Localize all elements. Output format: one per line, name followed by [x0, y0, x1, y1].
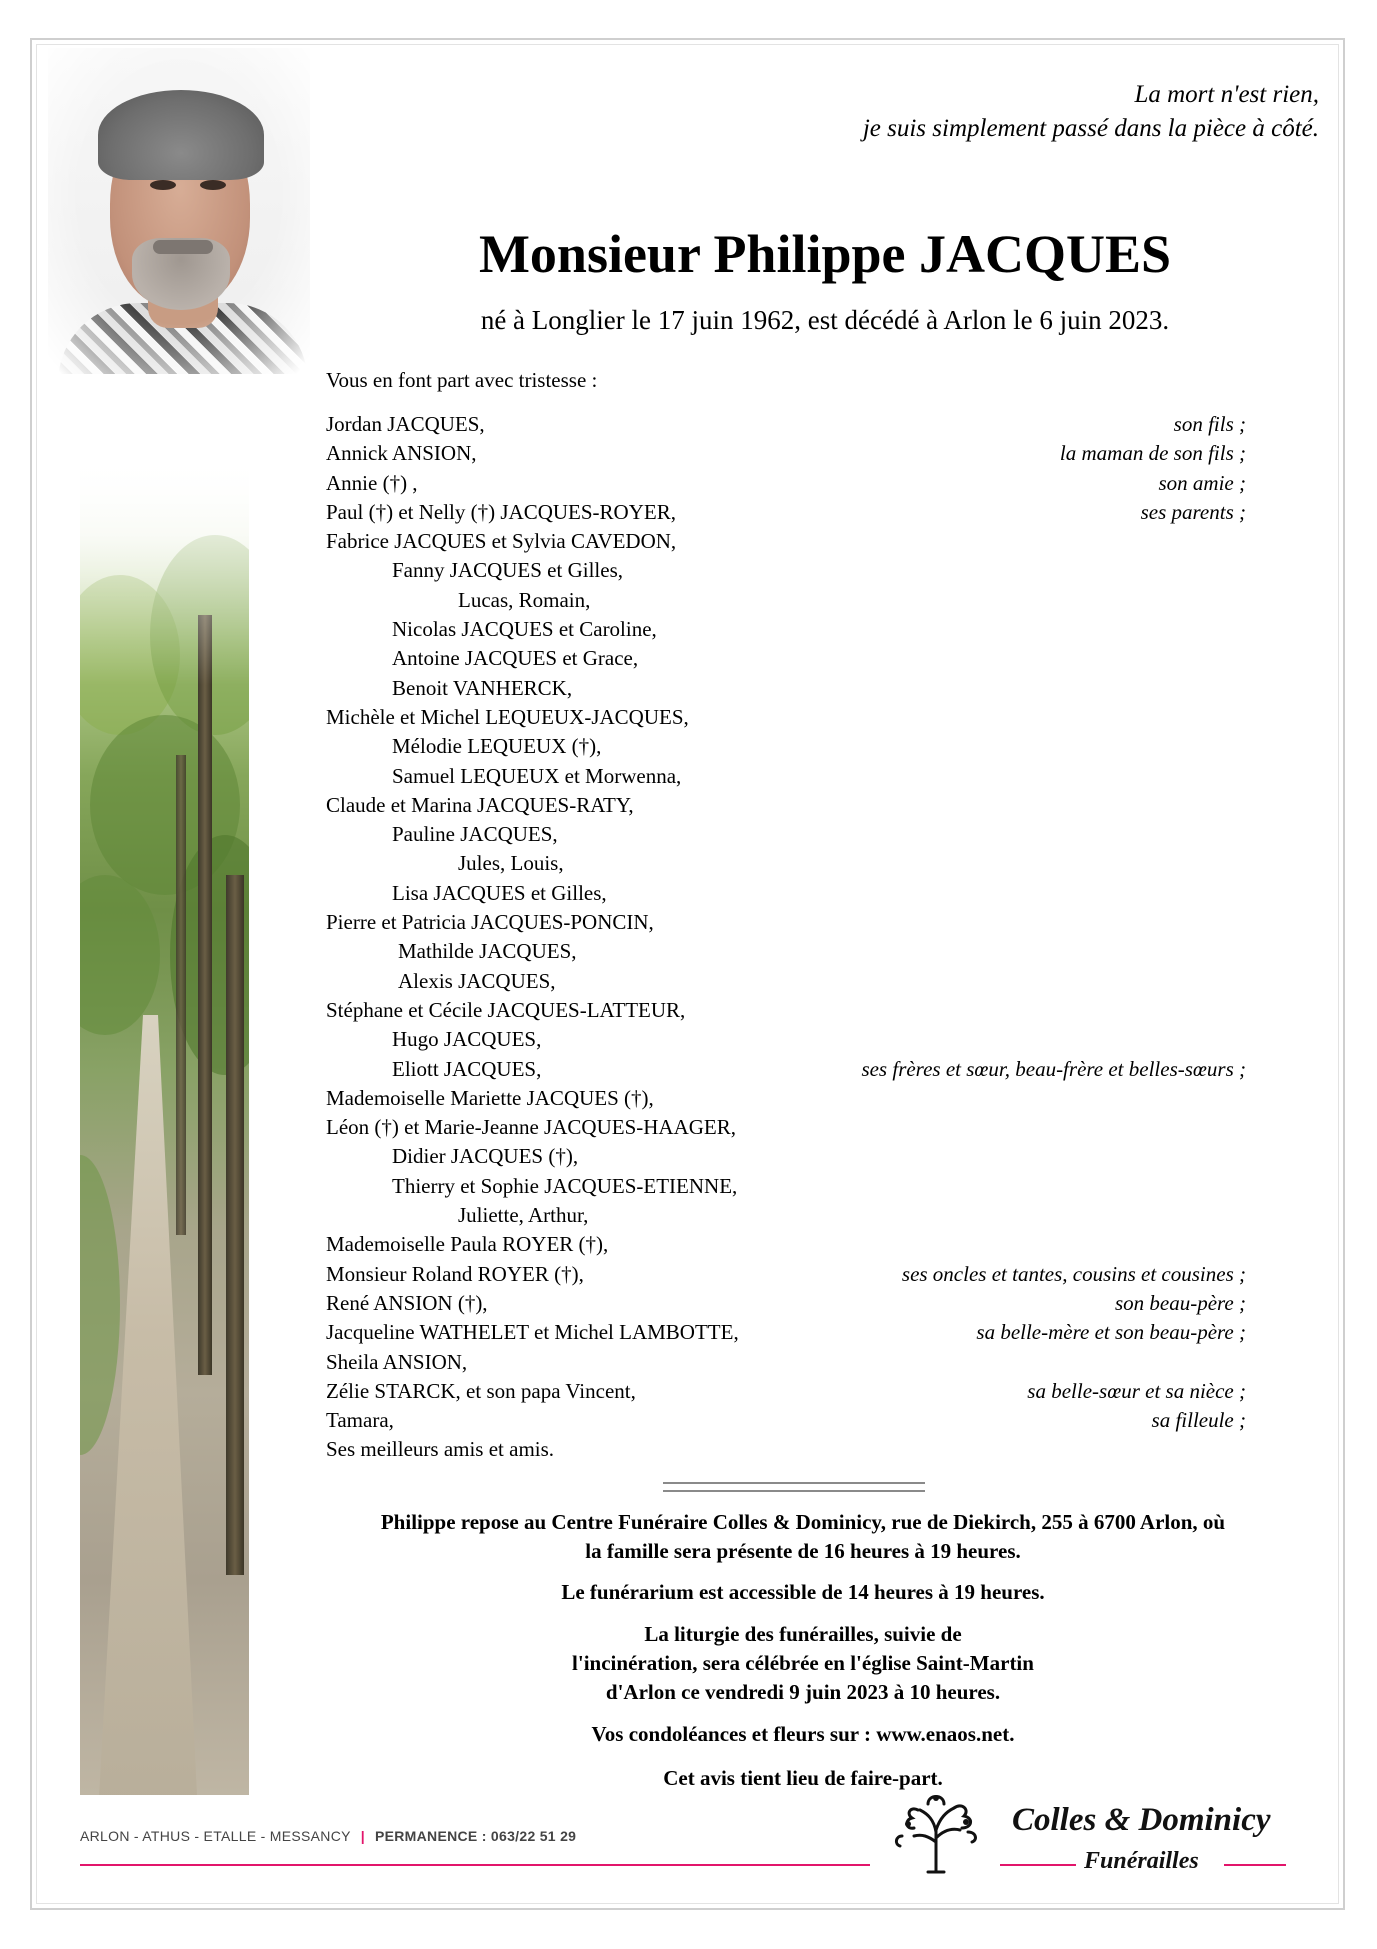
list-item: Mathilde JACQUES,: [398, 939, 577, 964]
forest-path-image: [80, 455, 249, 1795]
list-item: Lisa JACQUES et Gilles,: [392, 880, 607, 905]
quote-line: La mort n'est rien,: [1134, 81, 1319, 108]
list-item: Pauline JACQUES,: [392, 822, 558, 847]
list-item: Michèle et Michel LEQUEUX-JACQUES,: [326, 704, 689, 729]
list-item: Annie (†) , son amie ;: [326, 470, 1246, 495]
deceased-name: Monsieur Philippe JACQUES: [478, 224, 1172, 284]
footer-separator: |: [360, 1828, 365, 1844]
list-item: Léon (†) et Marie-Jeanne JACQUES-HAAGER,: [326, 1115, 736, 1140]
list-item: Jordan JACQUES, son fils ;: [326, 412, 1246, 436]
footer-locations: ARLON - ATHUS - ETALLE - MESSANCY: [80, 1828, 351, 1844]
faire-part-note: Cet avis tient lieu de faire-part.: [663, 1766, 943, 1790]
list-item: Mademoiselle Paula ROYER (†),: [326, 1232, 609, 1257]
footer-contact: [80, 1828, 576, 1844]
list-item: Juliette, Arthur,: [458, 1203, 589, 1228]
list-item: Annick ANSION, la maman de son fils ;: [326, 441, 1246, 466]
list-item: Nicolas JACQUES et Caroline,: [392, 617, 657, 642]
list-item: René ANSION (†), son beau-père ;: [326, 1290, 1246, 1315]
list-item: Thierry et Sophie JACQUES-ETIENNE,: [392, 1173, 738, 1198]
list-item: Hugo JACQUES,: [392, 1027, 542, 1052]
list-item: Paul (†) et Nelly (†) JACQUES-ROYER, ses parents ;: [326, 499, 1246, 524]
repose-info: Philippe repose au Centre Funéraire Colles & Dominicy, rue de Diekirch, 255 à 6700 Arlon, où la famille sera présente de 16 heures à 19 heures.: [380, 1510, 1226, 1563]
footer-accent-line: [80, 1864, 870, 1866]
list-item: Fanny JACQUES et Gilles,: [392, 558, 623, 583]
logo-line-left: [1000, 1864, 1076, 1866]
logo-line-right: [1224, 1864, 1286, 1866]
list-item: Lucas, Romain,: [458, 587, 591, 612]
footer-permanence: PERMANENCE : 063/22 51 29: [375, 1828, 577, 1844]
funerarium-info: Le funérarium est accessible de 14 heures à 19 heures.: [561, 1580, 1045, 1604]
list-item: Alexis JACQUES,: [398, 968, 556, 993]
quote-line: je suis simplement passé dans la pièce à côté.: [862, 115, 1319, 142]
list-item: Monsieur Roland ROYER (†), ses oncles et tantes, cousins et cousines ;: [326, 1261, 1246, 1286]
list-item: Tamara, sa filleule ;: [326, 1408, 1246, 1433]
family-list: [326, 410, 1246, 1465]
list-item: Zélie STARCK, et son papa Vincent, sa belle-sœur et sa nièce ;: [326, 1378, 1246, 1403]
list-item: Claude et Marina JACQUES-RATY,: [326, 792, 634, 817]
tree-logo-icon: [888, 1780, 984, 1876]
double-divider: [663, 1482, 925, 1492]
list-item: Mélodie LEQUEUX (†),: [392, 734, 602, 759]
list-item: Pierre et Patricia JACQUES-PONCIN,: [326, 910, 654, 935]
list-item: Eliott JACQUES, ses frères et sœur, beau-frère et belles-sœurs ;: [392, 1056, 1246, 1081]
list-item: Sheila ANSION,: [326, 1349, 468, 1374]
portrait-photo: [48, 48, 310, 374]
list-item: Samuel LEQUEUX et Morwenna,: [392, 763, 682, 788]
list-item: Stéphane et Cécile JACQUES-LATTEUR,: [326, 997, 686, 1022]
list-item: Jacqueline WATHELET et Michel LAMBOTTE, sa belle-mère et son beau-père ;: [326, 1320, 1246, 1345]
list-item: Antoine JACQUES et Grace,: [392, 646, 639, 671]
logo-wordmark: Colles & Dominicy: [1012, 1802, 1271, 1838]
logo-subtitle: Funérailles: [1084, 1848, 1199, 1874]
list-item: Mademoiselle Mariette JACQUES (†),: [326, 1085, 654, 1110]
birth-death-line: né à Longlier le 17 juin 1962, est décédé à Arlon le 6 juin 2023.: [480, 305, 1170, 335]
liturgy-info: La liturgie des funérailles, suivie de l'incinération, sera célébrée en l'église Saint-Martin d'Arlon ce vendredi 9 juin 2023 à 10 heures.: [572, 1622, 1034, 1704]
list-item: Benoit VANHERCK,: [392, 675, 573, 700]
list-item: Fabrice JACQUES et Sylvia CAVEDON,: [326, 529, 677, 554]
quote: [863, 78, 1319, 146]
condolences-info: Vos condoléances et fleurs sur : www.enaos.net.: [591, 1722, 1015, 1746]
list-item: Didier JACQUES (†),: [392, 1144, 579, 1169]
list-item: Ses meilleurs amis et amis.: [326, 1437, 555, 1462]
intro-text: Vous en font part avec tristesse :: [326, 368, 598, 392]
list-item: Jules, Louis,: [458, 851, 564, 876]
